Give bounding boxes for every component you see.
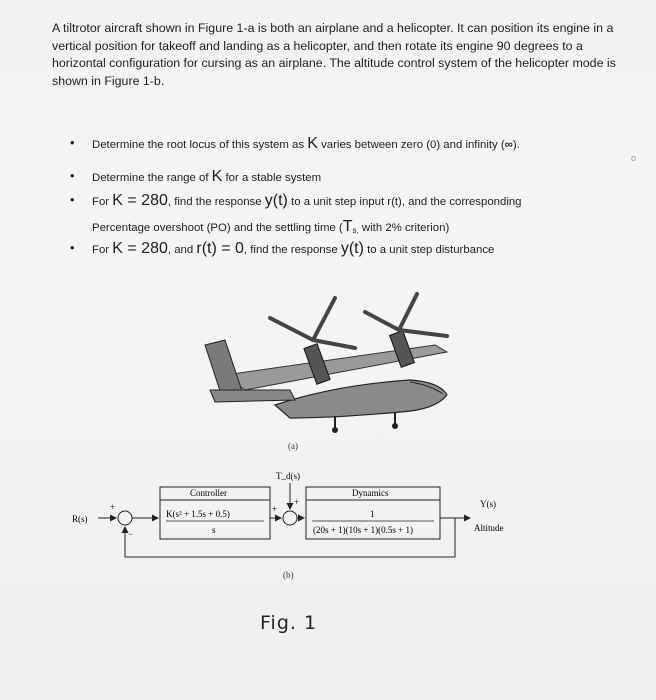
feedback-path <box>125 518 455 557</box>
controller-numerator: K(s² + 1.5s + 0.5) <box>166 509 230 519</box>
bullet-dot: • <box>70 240 75 255</box>
bullet-dot: • <box>70 168 75 183</box>
tiltrotor-aircraft-illustration <box>185 290 475 440</box>
task-step-response-line2: Percentage overshoot (PO) and the settling time ($T_{s,}$ with 2% criterion) <box>92 218 450 235</box>
sum2-plus-left: + <box>272 504 278 514</box>
dynamics-title: Dynamics <box>352 488 389 498</box>
dynamics-denominator: (20s + 1)(10s + 1)(0.5s + 1) <box>313 525 413 535</box>
summing-junction-2 <box>283 511 297 525</box>
statement-line: vertical position for takeoff and landing as a helicopter, and then rotate its engine 90 degrees to a <box>52 38 583 53</box>
summing-junction-1 <box>118 511 132 525</box>
output-description: Altitude <box>474 523 504 533</box>
page-mark: o <box>630 153 636 163</box>
controller-denominator: s <box>212 525 216 535</box>
statement-line: A tiltrotor aircraft shown in Figure 1-a is both an airplane and a helicopter. It can position its engine in a <box>52 21 614 35</box>
sum2-plus-top: + <box>294 497 300 507</box>
bullet-dot: • <box>70 192 75 207</box>
statement-line: shown in Figure 1-b. <box>52 73 165 88</box>
input-label: R(s) <box>72 514 88 524</box>
bullet-dot: • <box>70 135 75 150</box>
controller-title: Controller <box>190 488 227 498</box>
dynamics-numerator: 1 <box>370 509 375 519</box>
sum1-minus: − <box>128 529 134 539</box>
problem-statement <box>52 20 627 90</box>
disturbance-label: T_d(s) <box>276 471 300 481</box>
sum1-plus: + <box>110 502 116 512</box>
output-label: Y(s) <box>480 499 496 509</box>
block-diagram <box>70 465 590 575</box>
figure-label: Fig. 1 <box>260 612 318 634</box>
caption-b: (b) <box>283 570 294 580</box>
caption-a: (a) <box>288 441 298 451</box>
statement-line: horizontal configuration for cursing as an airplane. The altitude control system of the helicopter mode is <box>52 56 616 71</box>
